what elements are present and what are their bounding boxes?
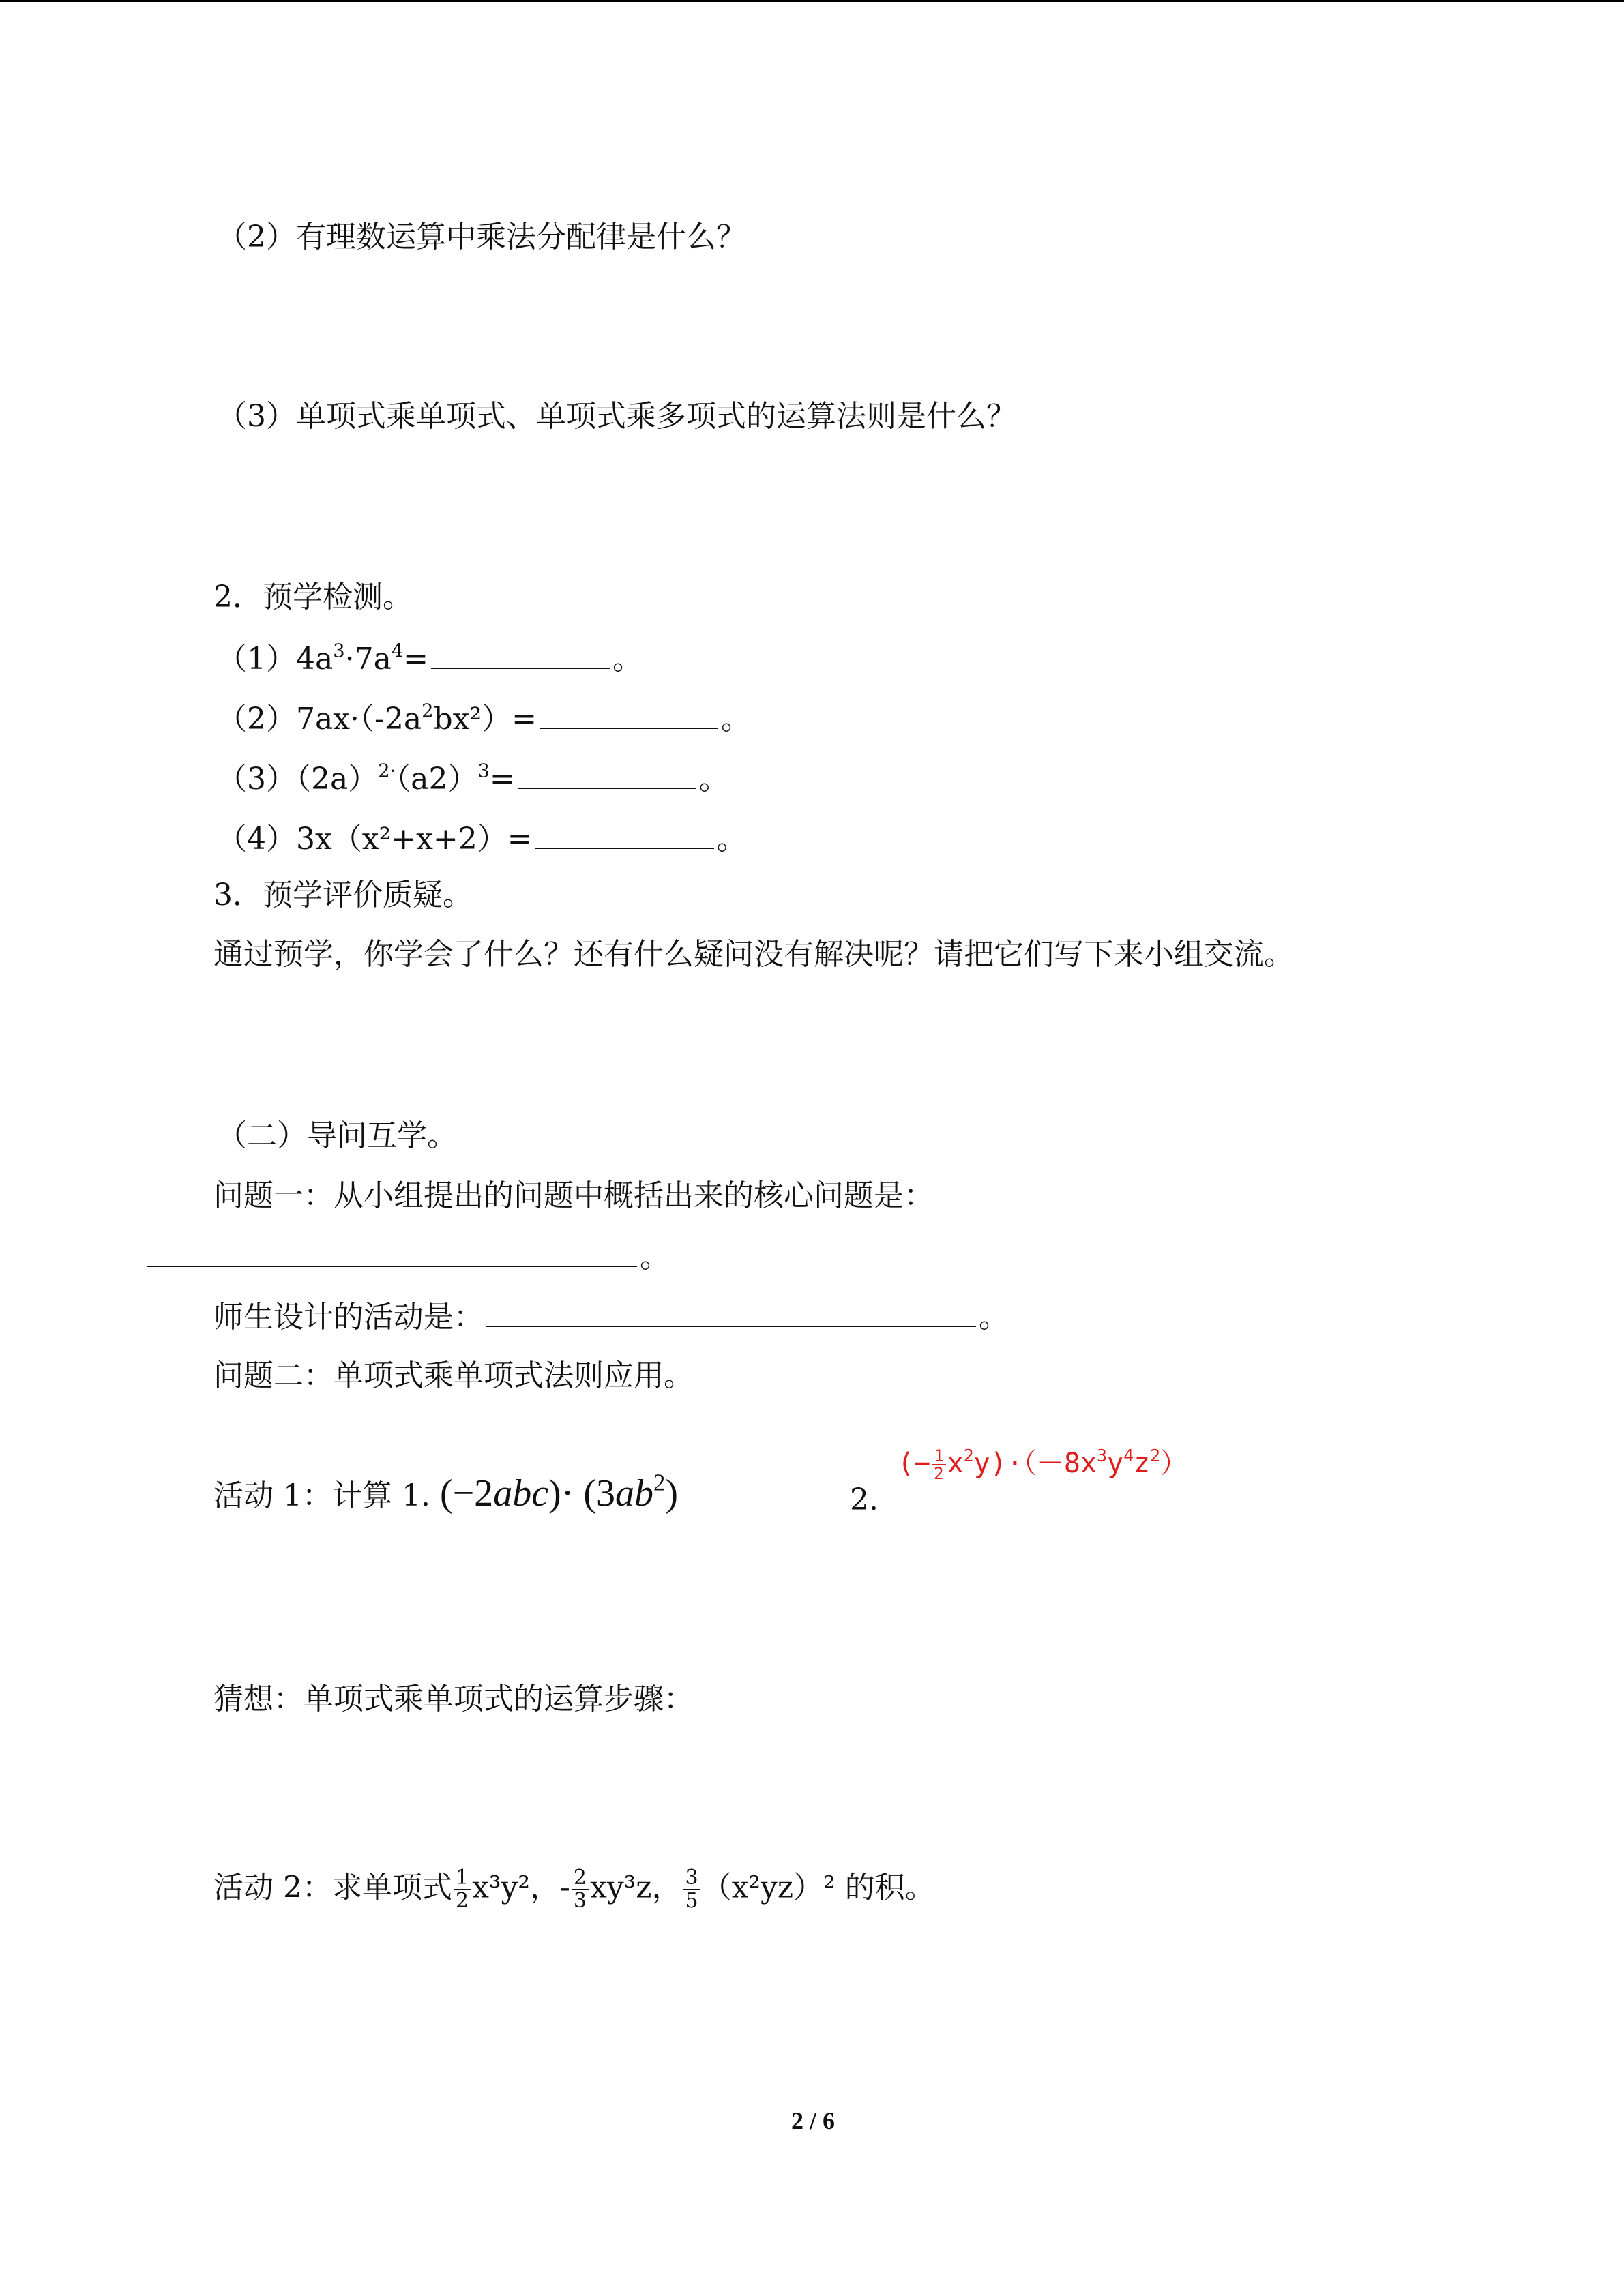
part-2-title: （二）导问互学。 — [217, 1118, 457, 1153]
question-3: （3）单项式乘单项式、单项式乘多项式的运算法则是什么？ — [217, 399, 1016, 434]
fraction-1: $\frac{1}{2}$ — [454, 1867, 471, 1912]
answer-blank-4[interactable] — [535, 818, 714, 849]
fraction-2: $\frac{2}{3}$ — [572, 1867, 589, 1912]
section-2-title: 2．预学检测。 — [213, 580, 413, 614]
section-3-title: 3．预学评价质疑。 — [213, 878, 473, 912]
exercise-4: （4）3x（x²+x+2）= 。 — [217, 818, 747, 860]
core-question-blank[interactable] — [147, 1236, 637, 1267]
guess-steps: 猜想：单项式乘单项式的运算步骤： — [213, 1682, 694, 1716]
top-border — [0, 0, 1624, 2]
page-number: 2 / 6 — [791, 2107, 836, 2134]
problem-1: 问题一：从小组提出的问题中概括出来的核心问题是： — [213, 1178, 934, 1213]
answer-blank-3[interactable] — [518, 758, 696, 789]
activity-2: 活动 2：求单项式 $\frac{1}{2}$ x³y²，- $\frac{2}{3}$ xy³z， $\frac{3}{5}$ （x²yz）² 的积。 — [213, 1866, 935, 1913]
fraction-one-half: $\frac{1}{2}$ — [932, 1448, 945, 1482]
answer-blank-2[interactable] — [540, 698, 718, 729]
problem-1-activity: 师生设计的活动是： 。 — [213, 1296, 1009, 1338]
answer-blank-1[interactable] — [431, 638, 610, 669]
exercise-3: $(3)(2a)^{2\cdot}(a2)^3=$ 。 — [217, 758, 729, 800]
expression-2-red: (− $\frac{1}{2}$ $x^2y)\cdot(-8x^3y^4z^2)$ — [898, 1445, 1188, 1483]
section-3-text: 通过预学，你学会了什么？还有什么疑问没有解决呢？请把它们写下来小组交流。 — [213, 937, 1294, 972]
activity-1-item-2-number: 2. — [850, 1482, 879, 1517]
question-2: （2）有理数运算中乘法分配律是什么？ — [217, 220, 746, 254]
exercise-2: $(2)7ax\cdot(-2a^2bx^2)=$ 。 — [217, 698, 751, 740]
activity-1: 活动 1：计算 1. $(-2abc)\cdot (3ab^2)$ — [213, 1469, 679, 1515]
expression-1: $(-2abc)\cdot (3ab^2)$ — [439, 1469, 679, 1515]
problem-1-answer-line: 。 — [147, 1236, 670, 1278]
problem-2: 问题二：单项式乘单项式法则应用。 — [213, 1358, 694, 1393]
activity-blank[interactable] — [486, 1296, 976, 1327]
fraction-3: $\frac{3}{5}$ — [683, 1867, 700, 1912]
exercise-1: $(1)4a^3\cdot 7a^4=$ 。 — [217, 638, 643, 680]
